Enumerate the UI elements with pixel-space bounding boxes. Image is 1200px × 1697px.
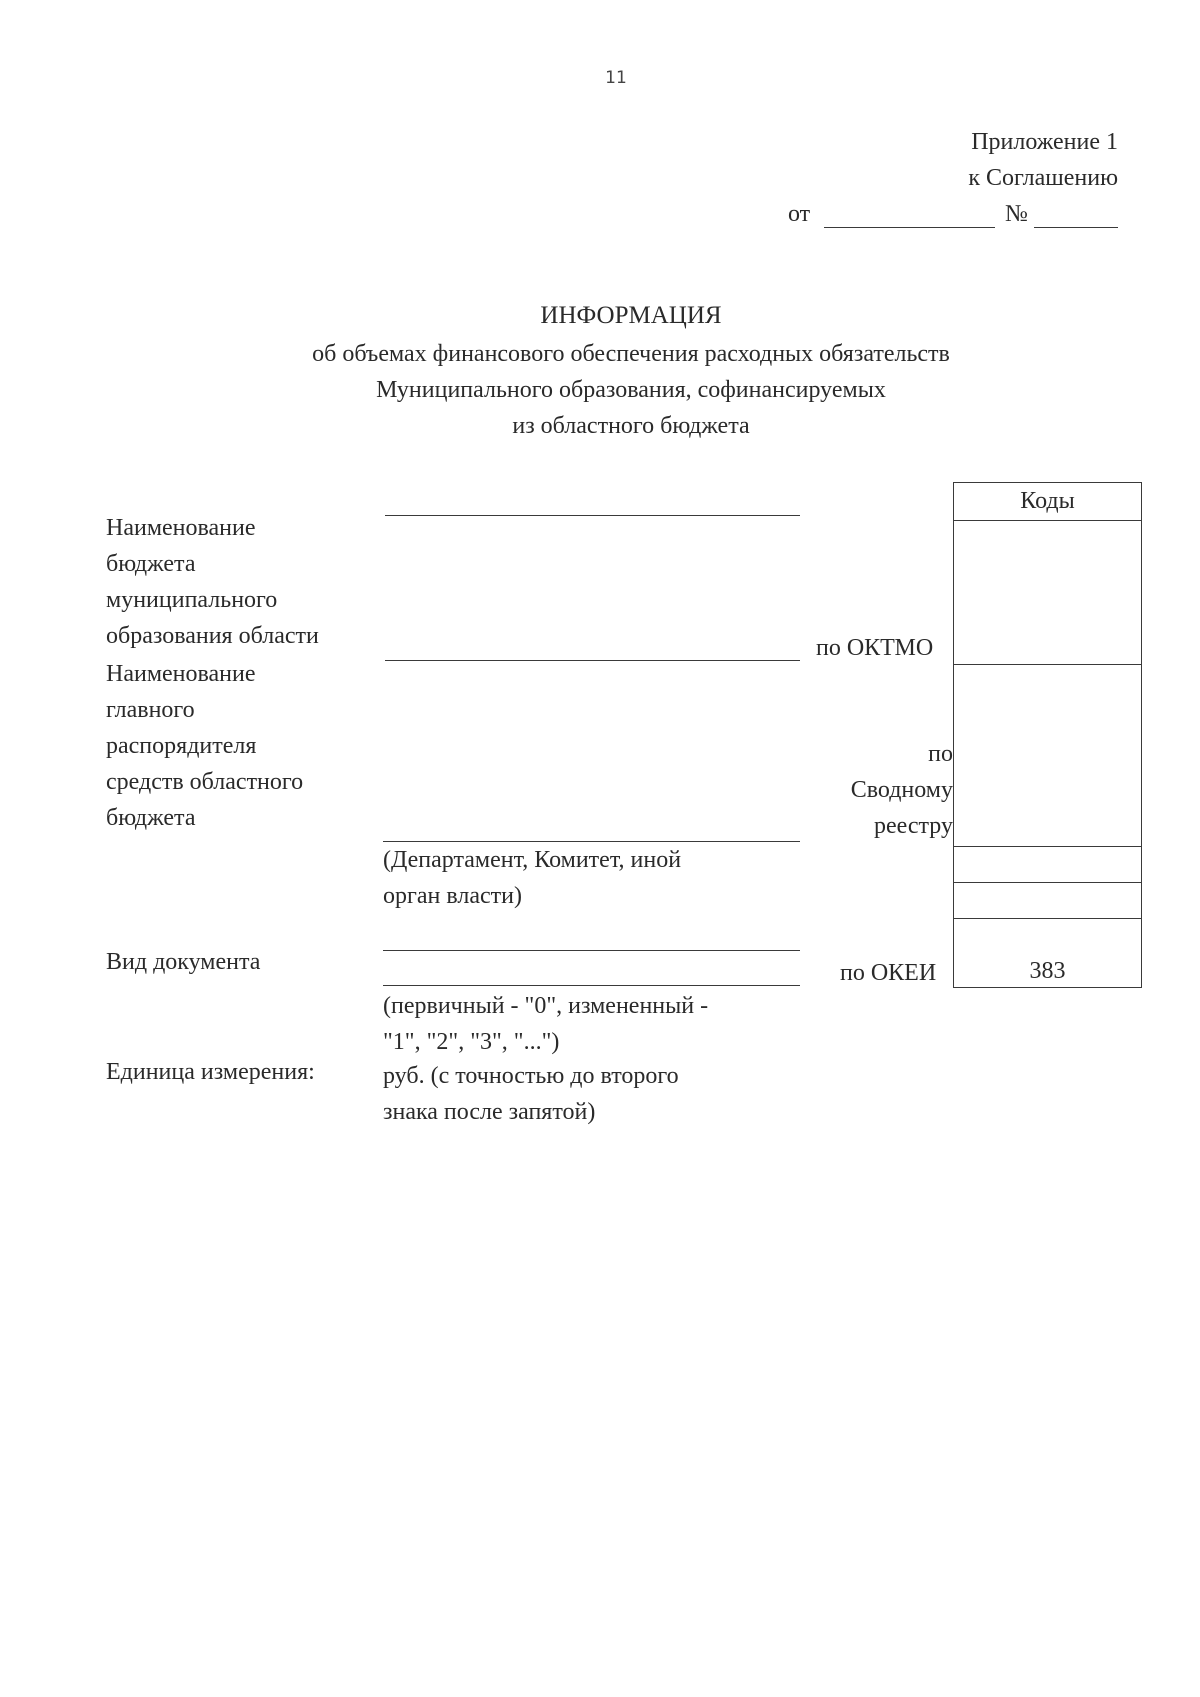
- doc-type-field-line[interactable]: [383, 985, 800, 986]
- budget-name-top-line: [385, 515, 800, 516]
- appendix-number-line: [1034, 227, 1118, 228]
- registry-label: по Сводному реестру: [850, 741, 953, 839]
- doc-type-label: Вид документа: [106, 949, 261, 975]
- codes-divider-row-4: [954, 882, 1141, 883]
- appendix-line-2: к Соглашению: [968, 165, 1118, 191]
- codes-table: [953, 482, 1142, 988]
- title-line-2: Муниципального образования, софинансируемых: [376, 377, 886, 403]
- okei-code-value: 383: [1029, 958, 1066, 984]
- doc-type-top-line: [383, 950, 800, 951]
- oktmo-label: по ОКТМО: [816, 635, 934, 661]
- codes-divider-registry: [954, 846, 1141, 847]
- okei-label: по ОКЕИ: [840, 960, 937, 986]
- page-number: 11: [605, 68, 627, 88]
- budget-name-field-line[interactable]: [385, 660, 800, 661]
- title-line-3: из областного бюджета: [512, 413, 750, 439]
- distributor-hint: (Департамент, Комитет, иной орган власти): [383, 847, 682, 909]
- codes-divider-row-5: [954, 918, 1141, 919]
- unit-label: Единица измерения:: [106, 1059, 315, 1085]
- document-heading: ИНФОРМАЦИЯ: [540, 302, 722, 329]
- unit-value: руб. (с точностью до второго знака после запятой): [383, 1063, 679, 1125]
- codes-divider-header: [954, 520, 1141, 521]
- doc-type-hint: (первичный - "0", измененный - "1", "2", "3", "..."): [383, 993, 709, 1055]
- appendix-date-line: [824, 227, 995, 228]
- codes-header: Коды: [1020, 488, 1075, 514]
- appendix-from-label: от: [788, 201, 811, 227]
- codes-divider-oktmo: [954, 664, 1141, 665]
- title-line-1: об объемах финансового обеспечения расходных обязательств: [312, 341, 950, 367]
- appendix-line-1: Приложение 1: [971, 129, 1118, 155]
- appendix-number-label: №: [1005, 201, 1028, 227]
- budget-name-label: Наименование бюджета муниципального образования области: [106, 515, 319, 649]
- distributor-name-label: Наименование главного распорядителя средств областного бюджета: [106, 661, 304, 831]
